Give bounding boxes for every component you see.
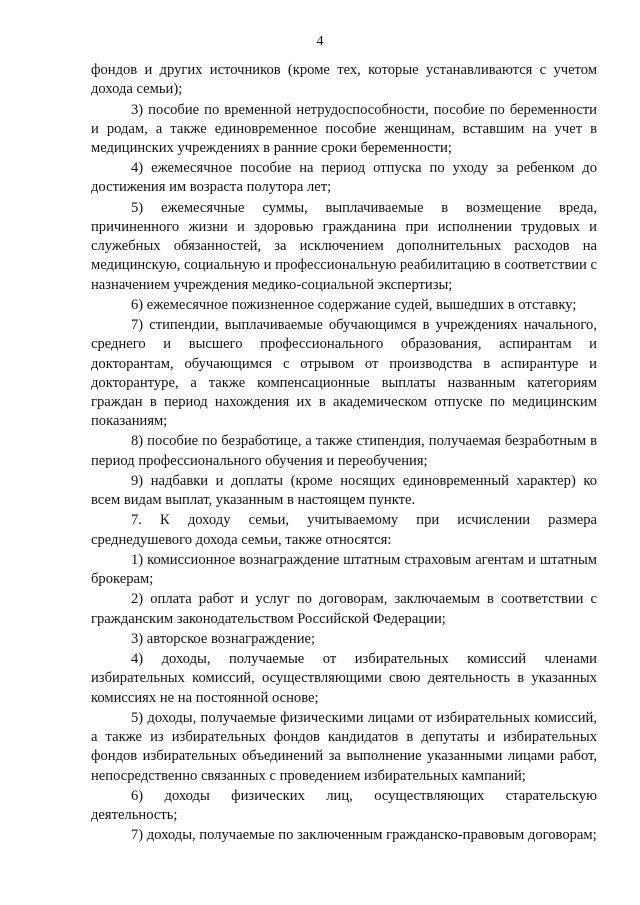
list-item-5: 5) ежемесячные суммы, выплачиваемые в возмещение вреда, причиненного жизни и здоровью гражданина при исполнении трудовых и служебных обязанностей, за исключением дополнительных расходов на медицинскую, социальную и профессиональную реабилитацию в соответствии с назначением учреждения медико-социальной экспертизы; xyxy=(91,199,597,293)
section-7-item-5: 5) доходы, получаемые физическими лицами от избирательных комиссий, а также из избирательных фондов кандидатов в депутаты и избирательных фондов избирательных объединений за выполнение указанными лицами работ, непосредственно связанных с проведением избирательных кампаний; xyxy=(91,709,597,784)
section-7-heading: 7. К доходу семьи, учитываемому при исчислении размера среднедушевого дохода семьи, также относятся: xyxy=(91,512,597,548)
section-7-item-1: 1) комиссионное вознаграждение штатным страховым агентам и штатным брокерам; xyxy=(91,551,597,588)
section-7-item-2: 2) оплата работ и услуг по договорам, заключаемым в соответствии с гражданским законодательством Российской Федерации; xyxy=(91,591,597,627)
list-item-3: 3) пособие по временной нетрудоспособности, пособие по беременности и родам, а также единовременное пособие женщинам, вставшим на учет в медицинских учреждениях в ранние сроки беременности; xyxy=(91,101,597,156)
section-7-item-6: 6) доходы физических лиц, осуществляющих старательскую деятельность; xyxy=(91,787,597,824)
document-body xyxy=(91,61,597,847)
section-7-item-4: 4) доходы, получаемые от избирательных комиссий членами избирательных комиссий, осуществляющими свою деятельность в указанных комиссиях не на постоянной основе; xyxy=(91,651,597,706)
paragraph-continuation: фондов и других источников (кроме тех, которые устанавливаются с учетом дохода семьи); xyxy=(91,62,597,98)
section-7-item-7: 7) доходы, получаемые по заключенным гражданско-правовым договорам; xyxy=(131,827,597,844)
list-item-8: 8) пособие по безработице, а также стипендия, получаемая безработным в период профессионального обучения и переобучения; xyxy=(91,433,597,469)
list-item-4: 4) ежемесячное пособие на период отпуска по уходу за ребенком до достижения им возраста полутора лет; xyxy=(91,160,597,196)
list-item-9: 9) надбавки и доплаты (кроме носящих единовременный характер) ко всем видам выплат, указанным в настоящем пункте. xyxy=(91,472,597,509)
list-item-6: 6) ежемесячное пожизненное содержание судей, вышедших в отставку; xyxy=(131,296,577,313)
list-item-7: 7) стипендии, выплачиваемые обучающимся в учреждениях начального, среднего и высшего профессионального образования, аспирантам и докторантам, обучающимся с отрывом от производства в аспирантуре и докторантуре, а также компенсационные выплаты названным категориям граждан в период нахождения их в академическом отпуске по медицинским показаниям; xyxy=(91,317,597,430)
page-number: 4 xyxy=(316,34,324,49)
section-7-item-3: 3) авторское вознаграждение; xyxy=(131,630,316,647)
